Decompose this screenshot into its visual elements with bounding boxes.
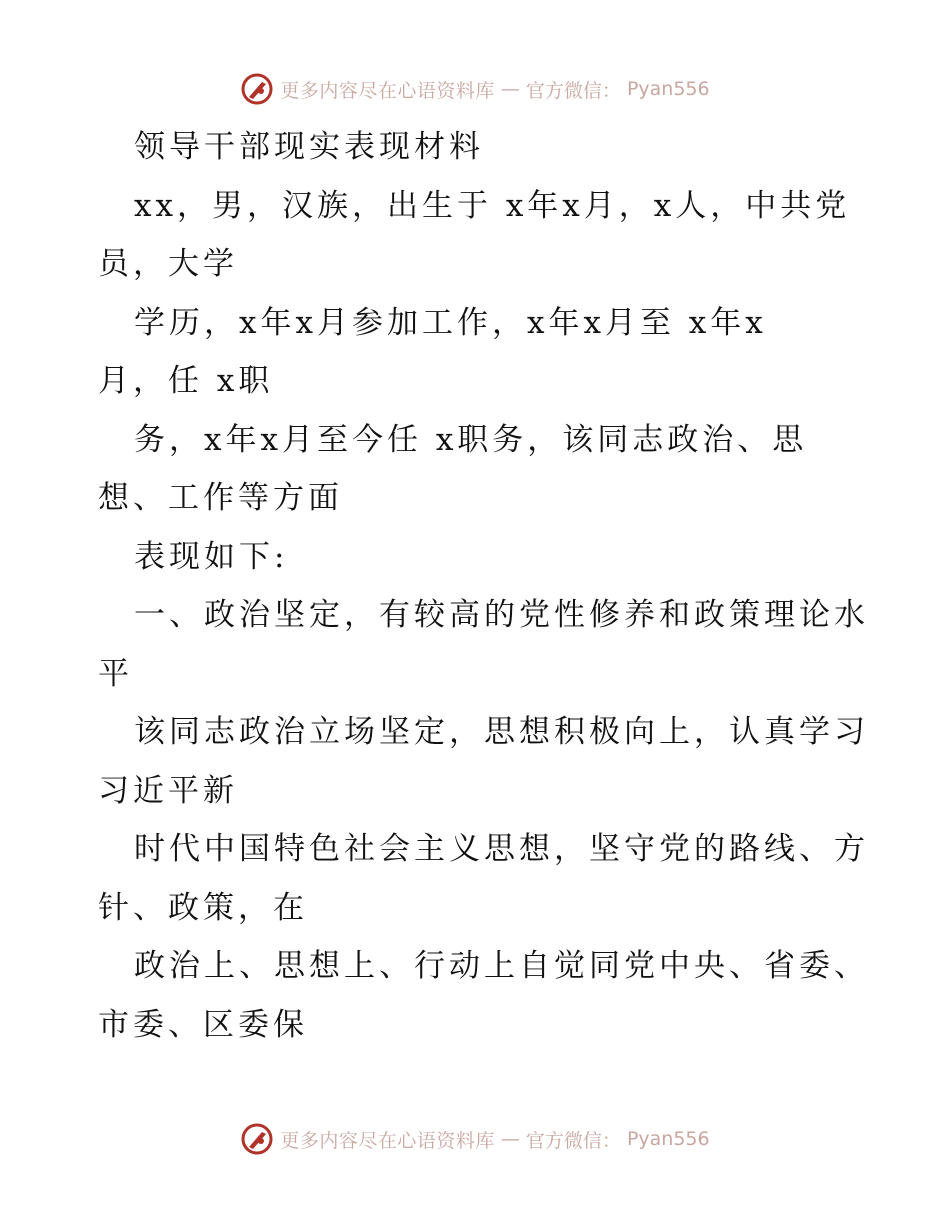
footer-watermark	[0, 1122, 950, 1156]
document-line: 该同志政治立场坚定，思想积极向上，认真学习	[134, 714, 869, 750]
document-line: 务，x年x月至今任 x职务，该同志政治、思	[134, 421, 808, 458]
document-body	[98, 118, 869, 1054]
watermark-dash: —	[500, 78, 520, 100]
document-line: 员，大学	[98, 246, 238, 282]
document-line: 习近平新	[98, 772, 238, 809]
document-line: 一、政治坚定，有较高的党性修养和政策理论水	[134, 597, 869, 633]
document-line: 时代中国特色社会主义思想，坚守党的路线、方	[134, 831, 869, 867]
document-line: 想、工作等方面	[98, 480, 343, 516]
watermark-wechat-label: 官方微信：	[525, 79, 621, 102]
document-line: 领导干部现实表现材料	[134, 129, 484, 165]
watermark-dash: —	[500, 1128, 520, 1150]
document-line: 针、政策，在	[98, 889, 308, 926]
watermark-wechat-label: 官方微信：	[525, 1129, 621, 1152]
document-line: 表现如下:	[134, 538, 289, 575]
document-line: 市委、区委保	[98, 1006, 308, 1043]
document-line: xx，男，汉族，出生于 x年x月，x人，中共党	[134, 187, 851, 224]
pen-logo-icon	[240, 1122, 274, 1156]
watermark-wechat-id: Pyan556	[626, 1128, 710, 1150]
watermark-text: 更多内容尽在心语资料库	[280, 1129, 495, 1152]
document-line: 平	[98, 655, 133, 692]
pen-logo-icon	[240, 72, 274, 106]
document-line: 月，任 x职	[98, 363, 274, 399]
header-watermark	[0, 72, 950, 106]
watermark-text: 更多内容尽在心语资料库	[280, 79, 495, 102]
document-line: 学历，x年x月参加工作，x年x月至 x年x	[134, 304, 767, 341]
watermark-wechat-id: Pyan556	[626, 78, 710, 100]
document-line: 政治上、思想上、行动上自觉同党中央、省委、	[134, 948, 869, 984]
